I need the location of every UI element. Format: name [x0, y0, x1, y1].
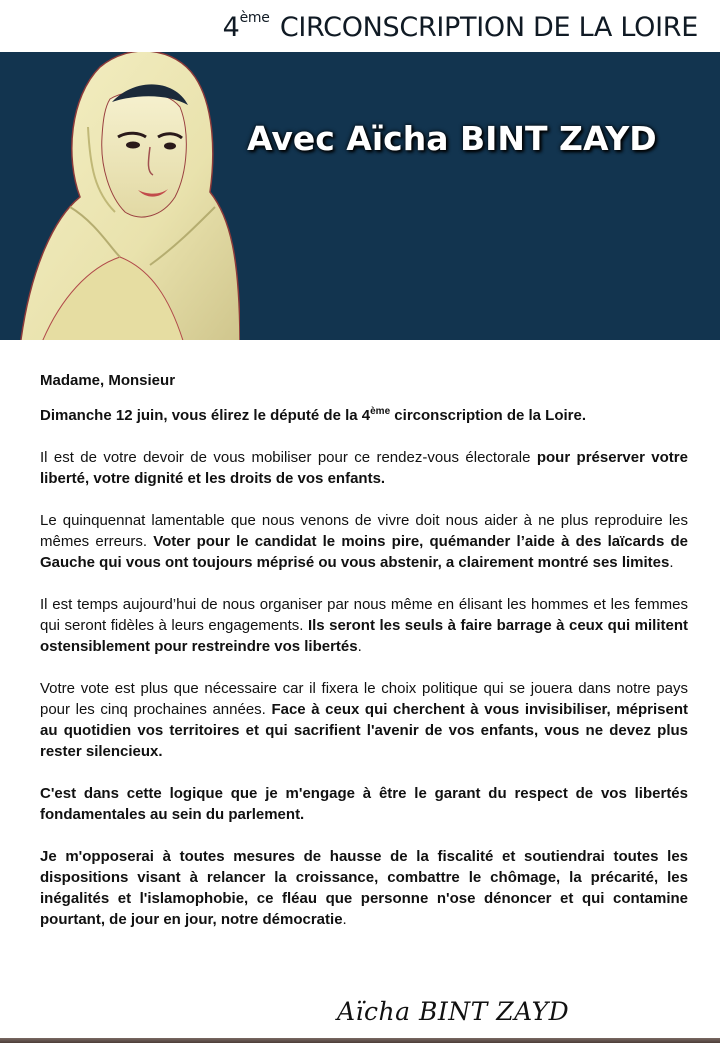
paragraph-organise: [40, 594, 688, 657]
ordinal-number: 4: [222, 12, 240, 43]
paragraph-election-date: [40, 405, 688, 426]
bold-text: pour préserver votre liberté, votre dignité et les droits de vos enfants.: [40, 449, 688, 487]
paragraph-vote: [40, 678, 688, 762]
text: Il est temps aujourd’hui de nous organiser par nous même en élisant les hommes et les femmes qui seront fidèles à leurs engagements.: [40, 596, 688, 634]
bold-text: Je m'opposerai à toutes mesures de hausse de la fiscalité et soutiendrai toutes les dispositions visant à relancer la croissance, combattre le chômage, la précarité, les inégalités et l'islamophobie, ce fléau que personne n'ose dénoncer et qui contamine pourtant, de jour en jour, notre démocratie: [40, 848, 688, 928]
text: Votre vote est plus que nécessaire car il fixera le choix politique qui se jouera dans notre pays pour les cinq prochaines années.: [40, 680, 688, 718]
banner-title: Avec Aïcha BINT ZAYD: [247, 119, 657, 158]
title-rest: CIRCONSCRIPTION DE LA LOIRE: [271, 12, 698, 43]
ordinal-suffix: ème: [239, 10, 270, 26]
hero-banner: [0, 52, 720, 340]
text: Il est de votre devoir de vous mobiliser pour ce rendez-vous électorale: [40, 449, 537, 466]
bottom-divider: [0, 1038, 720, 1043]
letter-body: [40, 370, 688, 951]
paragraph-opposition: [40, 846, 688, 930]
text: .: [357, 638, 362, 655]
text: .: [342, 911, 347, 928]
paragraph-quinquennat: [40, 510, 688, 573]
signature: Aïcha BINT ZAYD: [337, 997, 570, 1026]
woman-in-headscarf-portrait-icon: [0, 52, 240, 340]
paragraph-engagement: C'est dans cette logique que je m'engage à être le garant du respect de vos libertés fondamentales au sein du parlement.: [40, 785, 688, 823]
paragraph-mobilise: [40, 447, 688, 489]
salutation: Madame, Monsieur: [40, 372, 176, 389]
bold-text: Ils seront les seuls à faire barrage à ceux qui militent ostensiblement pour restreindre vos libertés: [40, 617, 688, 655]
superscript: ème: [370, 406, 391, 417]
bold-text: Voter pour le candidat le moins pire, quémander l’aide à des laïcards de Gauche qui vous ont toujours méprisé ou vous abstenir, a clairement montré ses limites: [40, 533, 688, 571]
text: .: [669, 554, 674, 571]
text: Le quinquennat lamentable que nous venons de vivre doit nous aider à ne plus reproduire les mêmes erreurs.: [40, 512, 688, 550]
bold-text: Face à ceux qui cherchent à vous invisibiliser, méprisent au quotidien vos territoires et qui sacrifient l'avenir de vos enfants, vous ne devez plus rester silencieux.: [40, 701, 688, 760]
text: Dimanche 12 juin, vous élirez le député de la 4: [40, 407, 371, 424]
text: circonscription de la Loire.: [390, 407, 587, 424]
circonscription-title: [223, 10, 698, 43]
